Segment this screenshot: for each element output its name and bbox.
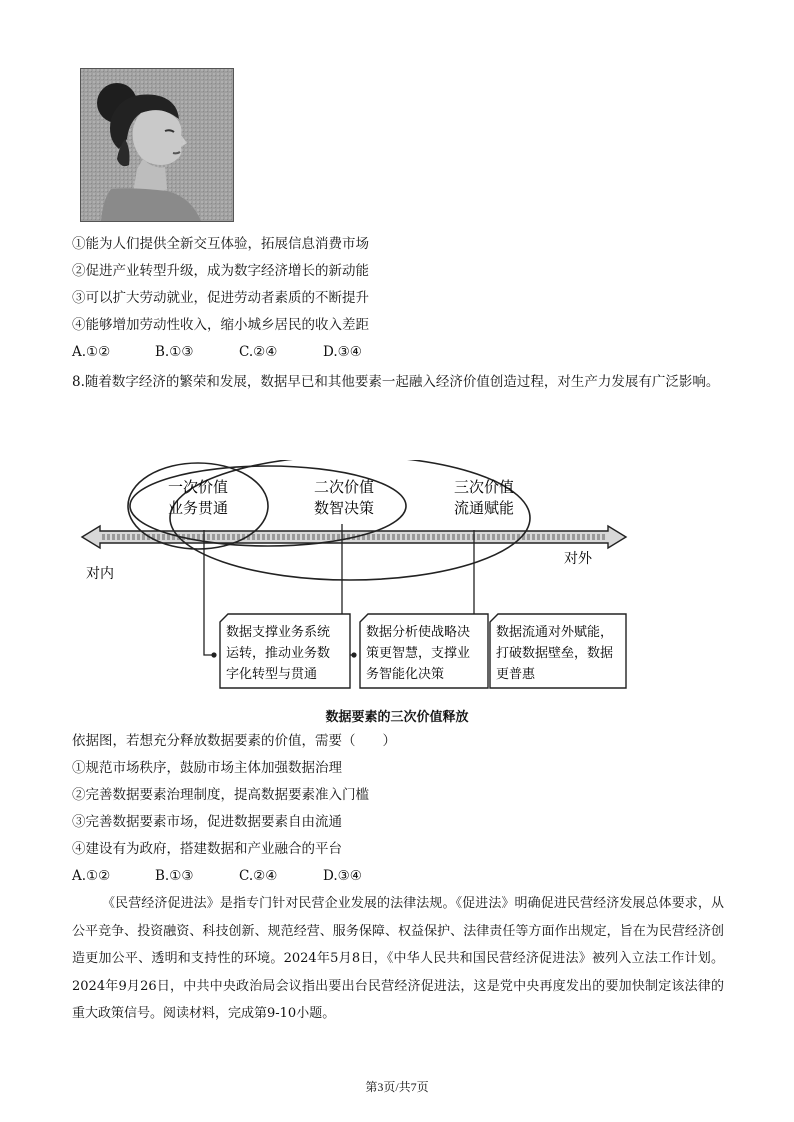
q7-option-2: ②促进产业转型升级，成为数字经济增长的新动能 bbox=[72, 263, 369, 279]
q8-choice-b[interactable]: B.①③ bbox=[155, 868, 194, 884]
box3-line3: 更普惠 bbox=[496, 667, 536, 682]
description-box-2 bbox=[360, 614, 488, 688]
value1-subtitle: 业务贯通 bbox=[167, 499, 229, 517]
box1-line2: 运转，推动业务数 bbox=[226, 646, 331, 661]
box2-line2: 策更智慧，支撑业 bbox=[366, 646, 471, 661]
box1-line1: 数据支撑业务系统 bbox=[226, 625, 331, 640]
q8-choice-d[interactable]: D.③④ bbox=[323, 868, 362, 884]
q8-option-3: ③完善数据要素市场，促进数据要素自由流通 bbox=[72, 814, 342, 830]
q8-option-4: ④建设有为政府，搭建数据和产业融合的平台 bbox=[72, 841, 342, 857]
diagram-caption: 数据要素的三次价值释放 bbox=[325, 710, 469, 725]
q8-question: 依据图，若想充分释放数据要素的价值，需要（ ） bbox=[72, 733, 396, 749]
q7-choice-b[interactable]: B.①③ bbox=[155, 344, 194, 360]
portrait-image bbox=[80, 68, 234, 222]
q8-option-1: ①规范市场秩序，鼓励市场主体加强数据治理 bbox=[72, 760, 342, 776]
description-box-3 bbox=[490, 614, 626, 688]
value1-title: 一次价值 bbox=[167, 478, 229, 496]
q8-stem: 8.随着数字经济的繁荣和发展，数据早已和其他要素一起融入经济价值创造过程，对生产力发展有广泛影响。 bbox=[72, 374, 720, 390]
value3-title: 三次价值 bbox=[453, 478, 515, 496]
material-text: 《民营经济促进法》是指专门针对民营企业发展的法律法规。《促进法》明确促进民营经济发展总体要求，从公平竞争、投资融资、科技创新、规范经营、服务保障、权益保护、法律责任等方面作出规定，旨在为民营经济创造更加公平、透明和支持性的环境。2024年5月8日，《中华人民共和国民营经济促进法》被列入立法工作计划。2024年9月26日，中共中央政治局会议指出要出台民营经济促进法，这是党中央再度发出的要加快制定该法律的重大政策信号。阅读材料，完成第9-10小题。 bbox=[72, 896, 724, 1021]
q8-choices bbox=[72, 867, 362, 885]
material-paragraph bbox=[72, 890, 724, 1028]
box1-line3: 字化转型与贯通 bbox=[226, 667, 318, 682]
box2-line3: 务智能化决策 bbox=[366, 667, 445, 682]
box3-line2: 打破数据壁垒，数据 bbox=[496, 646, 614, 661]
box3-line1: 数据流通对外赋能， bbox=[496, 625, 614, 640]
value2-subtitle: 数智决策 bbox=[313, 499, 375, 517]
description-box-1 bbox=[220, 614, 350, 688]
q7-option-4: ④能够增加劳动性收入，缩小城乡居民的收入差距 bbox=[72, 317, 369, 333]
q7-choices bbox=[72, 343, 362, 361]
q7-choice-a[interactable]: A.①② bbox=[72, 344, 111, 360]
q8-option-2: ②完善数据要素治理制度，提高数据要素准入门槛 bbox=[72, 787, 369, 803]
q7-choice-c[interactable]: C.②④ bbox=[239, 344, 278, 360]
page-number: 第3页/共7页 bbox=[365, 1080, 429, 1094]
q7-option-3: ③可以扩大劳动就业，促进劳动者素质的不断提升 bbox=[72, 290, 369, 306]
q7-option-1: ①能为人们提供全新交互体验，拓展信息消费市场 bbox=[72, 236, 369, 252]
box2-line1: 数据分析使战略决 bbox=[366, 625, 471, 640]
q8-choice-a[interactable]: A.①② bbox=[72, 868, 111, 884]
q8-choice-c[interactable]: C.②④ bbox=[239, 868, 278, 884]
q7-choice-d[interactable]: D.③④ bbox=[323, 344, 362, 360]
value-release-diagram bbox=[80, 460, 630, 695]
label-outside: 对外 bbox=[564, 551, 592, 567]
label-inside: 对内 bbox=[86, 566, 114, 582]
value3-subtitle: 流通赋能 bbox=[453, 499, 515, 517]
value2-title: 二次价值 bbox=[313, 478, 375, 496]
